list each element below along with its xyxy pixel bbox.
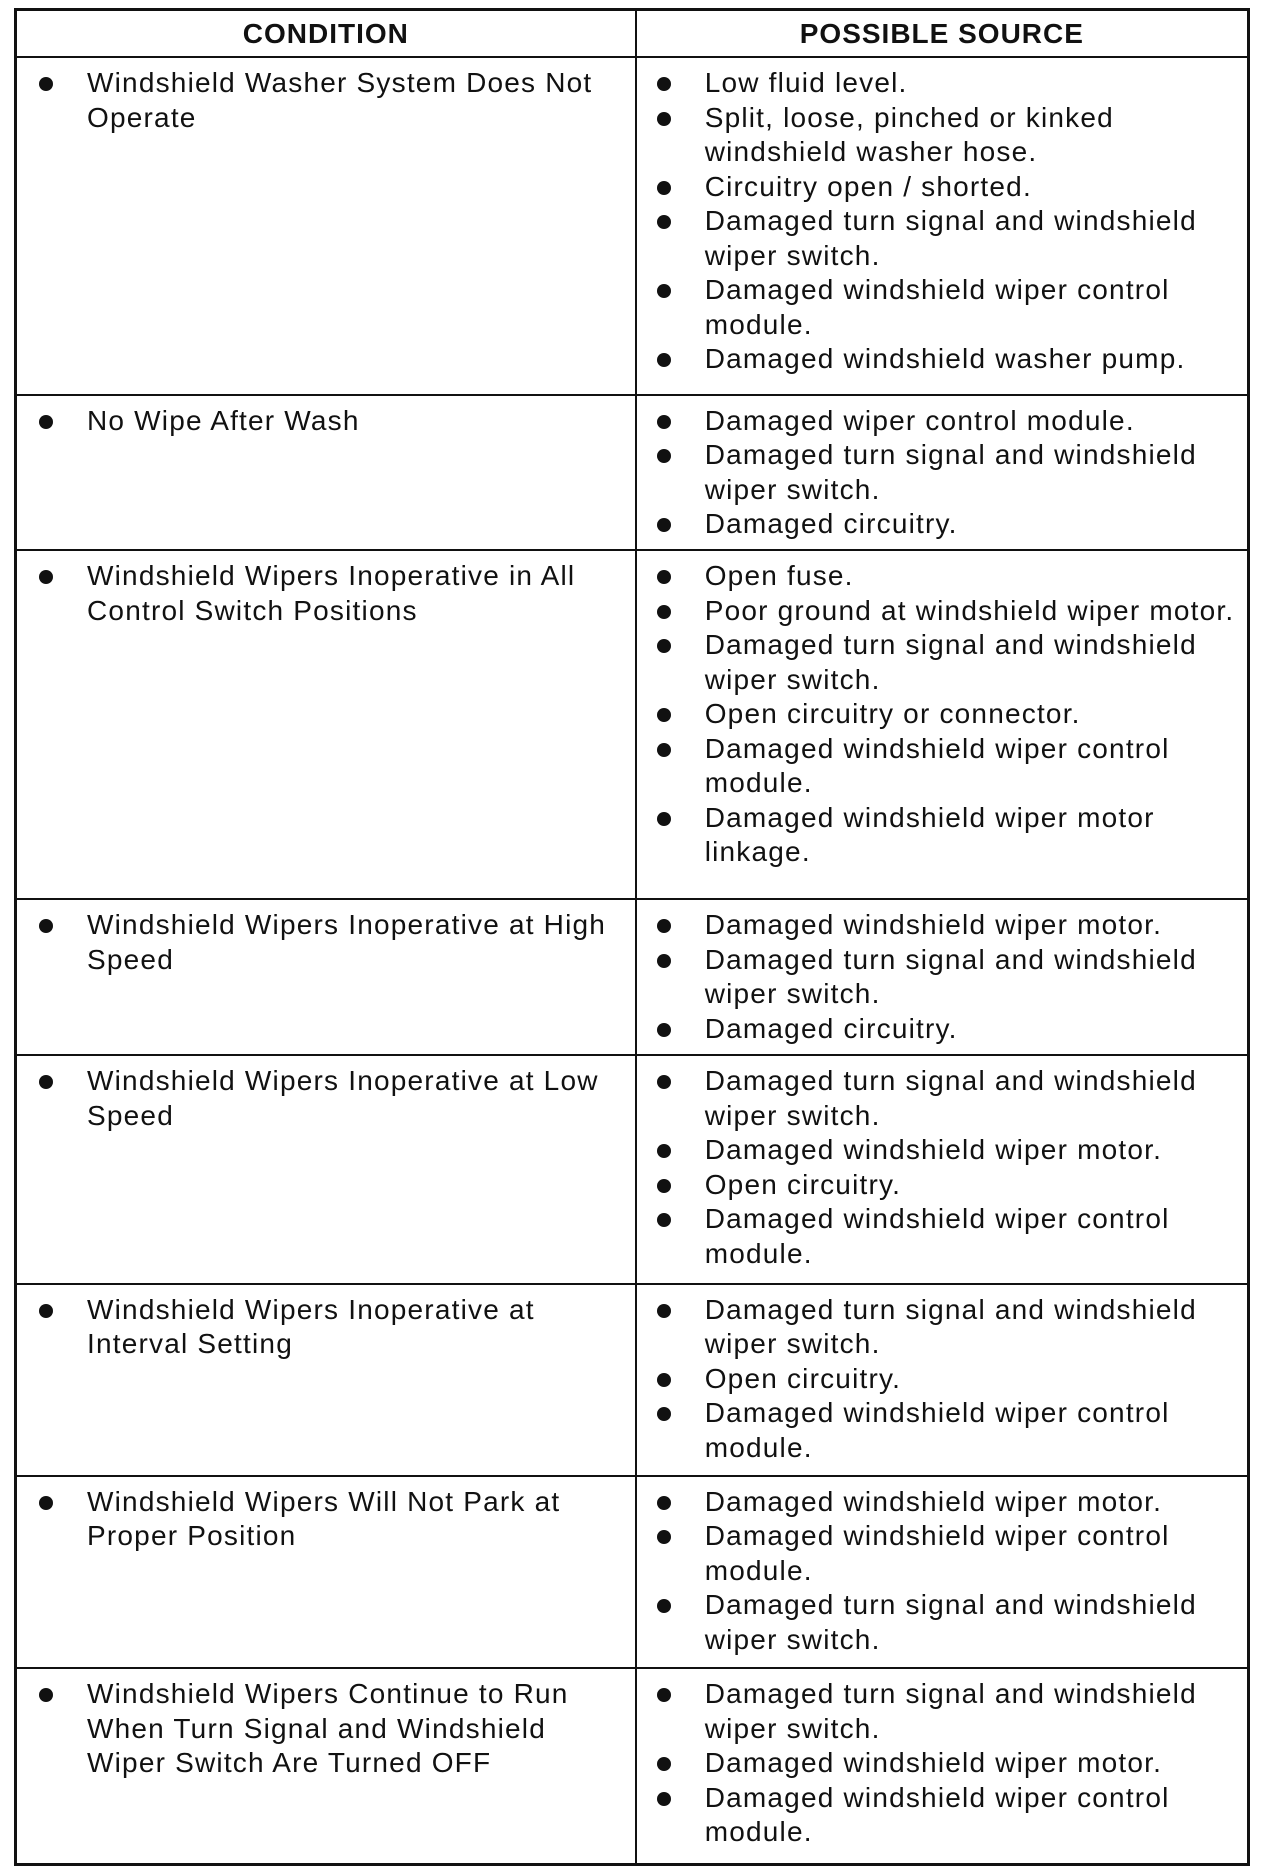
- possible-source-cell: [636, 550, 1247, 899]
- bullet-icon: [39, 1496, 53, 1510]
- condition-cell: [17, 1055, 636, 1284]
- table-row: [17, 1668, 1247, 1863]
- possible-source-text: Damaged turn signal and windshield wiper switch.: [704, 1293, 1197, 1360]
- table-row: [17, 1055, 1247, 1284]
- possible-source-text: Damaged windshield wiper motor.: [704, 909, 1163, 941]
- possible-source-text: Damaged windshield wiper control module.: [704, 1203, 1170, 1269]
- possible-source-item: [647, 1202, 1237, 1271]
- bullet-icon: [657, 743, 671, 757]
- table-row: [17, 899, 1247, 1055]
- possible-source-text: Open fuse.: [704, 560, 854, 592]
- bullet-icon: [657, 415, 671, 429]
- diagnosis-table-frame: [14, 8, 1250, 1866]
- possible-source-item: [647, 801, 1237, 870]
- possible-source-text: Damaged windshield wiper control module.: [704, 1397, 1170, 1463]
- condition-text: Windshield Wipers Will Not Park at Proper Position: [87, 1485, 561, 1552]
- condition-item: [17, 1477, 635, 1554]
- table-header-row: [17, 11, 1247, 57]
- condition-item: [17, 1669, 635, 1781]
- possible-source-text: Damaged circuitry.: [704, 1012, 958, 1044]
- possible-source-cell: [636, 899, 1247, 1055]
- possible-source-list: [637, 1669, 1247, 1850]
- possible-source-item: [647, 404, 1237, 439]
- possible-source-item: [647, 1677, 1237, 1746]
- condition-cell: [17, 899, 636, 1055]
- bullet-icon: [39, 919, 53, 933]
- bullet-icon: [657, 1213, 671, 1227]
- table-body: [17, 57, 1247, 1863]
- possible-source-item: [647, 594, 1237, 629]
- possible-source-text: Damaged turn signal and windshield wiper switch.: [704, 439, 1197, 505]
- possible-source-text: Open circuitry or connector.: [704, 698, 1081, 730]
- possible-source-text: Damaged turn signal and windshield wiper switch.: [704, 629, 1197, 695]
- condition-item: [17, 58, 635, 135]
- possible-source-text: Damaged circuitry.: [704, 508, 958, 540]
- possible-source-text: Damaged turn signal and windshield wiper switch.: [704, 1589, 1197, 1655]
- possible-source-item: [647, 273, 1237, 342]
- condition-text: Windshield Wipers Inoperative at Low Speed: [87, 1065, 599, 1131]
- possible-source-item: [647, 66, 1237, 101]
- bullet-icon: [657, 1023, 671, 1037]
- bullet-icon: [657, 449, 671, 463]
- condition-cell: [17, 1668, 636, 1863]
- possible-source-text: Damaged windshield wiper motor.: [704, 1485, 1163, 1517]
- possible-source-item: [647, 1746, 1237, 1781]
- possible-source-text: Low fluid level.: [704, 67, 908, 98]
- possible-source-item: [647, 1168, 1237, 1203]
- bullet-icon: [657, 1530, 671, 1544]
- condition-text: Windshield Wipers Continue to Run When Turn Signal and Windshield Wiper Switch Are Turned OFF: [87, 1678, 569, 1779]
- possible-source-text: Damaged windshield wiper control module.: [704, 732, 1170, 799]
- possible-source-list: [637, 58, 1247, 377]
- condition-item: [17, 1056, 635, 1133]
- bullet-icon: [39, 77, 53, 91]
- bullet-icon: [657, 1075, 671, 1089]
- possible-source-item: [647, 438, 1237, 507]
- condition-cell: [17, 57, 636, 395]
- possible-source-list: [637, 1285, 1247, 1466]
- possible-source-item: [647, 170, 1237, 205]
- possible-source-item: [647, 507, 1237, 542]
- bullet-icon: [39, 1075, 53, 1089]
- possible-source-item: [647, 1519, 1237, 1588]
- possible-source-text: Split, loose, pinched or kinked windshield washer hose.: [704, 101, 1114, 167]
- table-row: [17, 1476, 1247, 1668]
- possible-source-cell: [636, 1668, 1247, 1863]
- possible-source-cell: [636, 395, 1247, 551]
- bullet-icon: [657, 112, 671, 126]
- bullet-icon: [657, 570, 671, 584]
- possible-source-list: [637, 551, 1247, 870]
- possible-source-text: Damaged windshield wiper control module.: [704, 274, 1170, 340]
- condition-cell: [17, 550, 636, 899]
- bullet-icon: [657, 1407, 671, 1421]
- bullet-icon: [657, 1304, 671, 1318]
- possible-source-cell: [636, 1055, 1247, 1284]
- condition-text: Windshield Wipers Inoperative at Interval Setting: [87, 1293, 535, 1360]
- possible-source-item: [647, 628, 1237, 697]
- bullet-icon: [657, 181, 671, 195]
- possible-source-item: [647, 732, 1237, 801]
- possible-source-text: Damaged windshield wiper motor.: [704, 1747, 1163, 1779]
- possible-source-cell: [636, 1284, 1247, 1476]
- bullet-icon: [657, 1496, 671, 1510]
- bullet-icon: [657, 1179, 671, 1193]
- possible-source-text: Damaged wiper control module.: [704, 404, 1135, 436]
- bullet-icon: [657, 284, 671, 298]
- possible-source-item: [647, 1588, 1237, 1657]
- possible-source-item: [647, 943, 1237, 1012]
- possible-source-item: [647, 697, 1237, 732]
- condition-cell: [17, 1476, 636, 1668]
- possible-source-text: Damaged windshield washer pump.: [704, 343, 1186, 374]
- bullet-icon: [657, 1599, 671, 1613]
- possible-source-text: Open circuitry.: [704, 1362, 902, 1394]
- possible-source-text: Damaged turn signal and windshield wiper switch.: [704, 943, 1197, 1010]
- bullet-icon: [657, 1688, 671, 1702]
- possible-source-item: [647, 1064, 1237, 1133]
- possible-source-item: [647, 559, 1237, 594]
- bullet-icon: [657, 639, 671, 653]
- possible-source-text: Damaged turn signal and windshield wiper switch.: [704, 1065, 1197, 1131]
- table-row: [17, 57, 1247, 395]
- bullet-icon: [657, 1757, 671, 1771]
- condition-item: [17, 1285, 635, 1362]
- possible-source-text: Damaged windshield wiper control module.: [704, 1520, 1170, 1586]
- possible-source-column-header: POSSIBLE SOURCE: [636, 11, 1247, 57]
- bullet-icon: [657, 954, 671, 968]
- possible-source-text: Damaged turn signal and windshield wiper switch.: [704, 1678, 1197, 1744]
- possible-source-item: [647, 342, 1237, 377]
- condition-text: Windshield Washer System Does Not Operate: [87, 67, 593, 133]
- table-row: [17, 1284, 1247, 1476]
- bullet-icon: [657, 1144, 671, 1158]
- bullet-icon: [657, 708, 671, 722]
- possible-source-text: Damaged windshield wiper motor linkage.: [704, 801, 1155, 868]
- possible-source-item: [647, 1362, 1237, 1397]
- possible-source-item: [647, 204, 1237, 273]
- possible-source-text: Damaged windshield wiper control module.: [704, 1781, 1170, 1848]
- possible-source-item: [647, 1293, 1237, 1362]
- possible-source-item: [647, 1396, 1237, 1465]
- bullet-icon: [657, 518, 671, 532]
- possible-source-item: [647, 1133, 1237, 1168]
- possible-source-list: [637, 1056, 1247, 1271]
- bullet-icon: [657, 353, 671, 367]
- bullet-icon: [657, 1373, 671, 1387]
- table-row: [17, 395, 1247, 551]
- bullet-icon: [39, 570, 53, 584]
- condition-text: No Wipe After Wash: [87, 404, 360, 436]
- bullet-icon: [39, 415, 53, 429]
- condition-text: Windshield Wipers Inoperative in All Control Switch Positions: [87, 560, 576, 626]
- condition-cell: [17, 395, 636, 551]
- condition-cell: [17, 1284, 636, 1476]
- bullet-icon: [39, 1688, 53, 1702]
- possible-source-text: Damaged turn signal and windshield wiper switch.: [704, 205, 1197, 271]
- possible-source-text: Open circuitry.: [704, 1168, 902, 1200]
- condition-item: [17, 900, 635, 977]
- possible-source-item: [647, 908, 1237, 943]
- possible-source-cell: [636, 1476, 1247, 1668]
- table-row: [17, 550, 1247, 899]
- bullet-icon: [657, 605, 671, 619]
- bullet-icon: [657, 919, 671, 933]
- possible-source-item: [647, 1485, 1237, 1520]
- possible-source-item: [647, 1781, 1237, 1850]
- bullet-icon: [39, 1304, 53, 1318]
- bullet-icon: [657, 77, 671, 91]
- bullet-icon: [657, 812, 671, 826]
- diagnosis-table: [17, 11, 1247, 1863]
- possible-source-text: Damaged windshield wiper motor.: [704, 1134, 1163, 1166]
- possible-source-list: [637, 1477, 1247, 1658]
- possible-source-item: [647, 101, 1237, 170]
- condition-text: Windshield Wipers Inoperative at High Speed: [87, 909, 607, 975]
- bullet-icon: [657, 1792, 671, 1806]
- possible-source-list: [637, 900, 1247, 1046]
- condition-item: [17, 551, 635, 628]
- possible-source-text: Poor ground at windshield wiper motor.: [704, 594, 1235, 626]
- bullet-icon: [657, 215, 671, 229]
- condition-item: [17, 396, 635, 439]
- possible-source-item: [647, 1012, 1237, 1047]
- condition-column-header: CONDITION: [17, 11, 636, 57]
- possible-source-cell: [636, 57, 1247, 395]
- possible-source-text: Circuitry open / shorted.: [704, 170, 1032, 202]
- possible-source-list: [637, 396, 1247, 542]
